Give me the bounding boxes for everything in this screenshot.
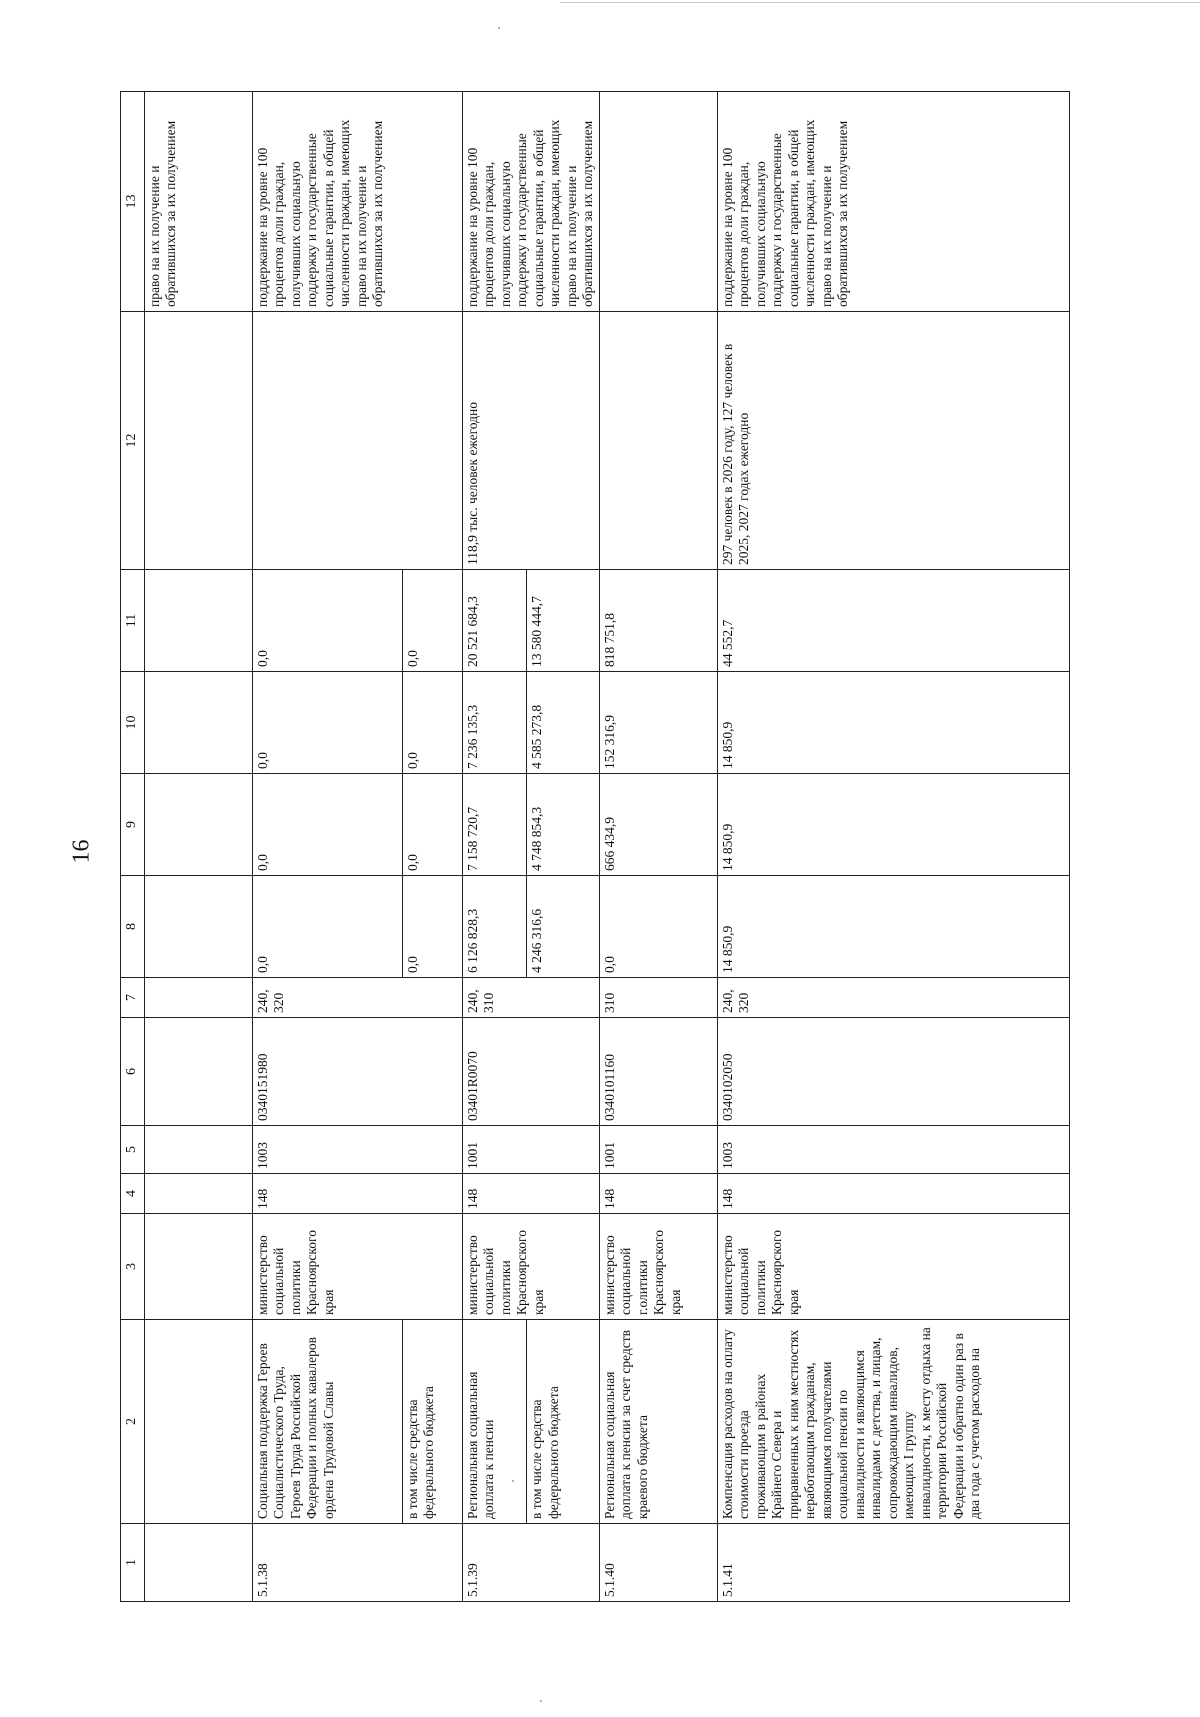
row-c10: 0,0 (252, 672, 402, 774)
row-c4: 148 (717, 1174, 1069, 1214)
col-header-5: 5 (121, 1126, 145, 1174)
col-header-3: 3 (121, 1214, 145, 1320)
row-id: 5.1.39 (462, 1524, 599, 1602)
row-c7: 240, 310 (462, 978, 599, 1018)
row-c7: 240, 320 (717, 978, 1069, 1018)
continuation-cell-13: право на их получение и обратившихся за их получением (144, 92, 252, 312)
row-sub-c11: 0,0 (402, 570, 462, 672)
table-row (717, 92, 1069, 1602)
row-c13: поддержание на уровне 100 процентов доли граждан, получивших социальную поддержку и государственные социальные гарантии, в общей численности граждан, имеющих право на их получение и обратившихся за их получением (462, 92, 599, 312)
row-c10: 152 316,9 (599, 672, 717, 774)
row-sub-name: в том числе средства федерального бюджета (527, 1320, 599, 1524)
row-c5: 1003 (252, 1126, 462, 1174)
col-header-4: 4 (121, 1174, 145, 1214)
row-c7: 240, 320 (252, 978, 462, 1018)
page-number: 16 (68, 839, 95, 864)
continuation-row (144, 92, 252, 1602)
row-c5: 1001 (462, 1126, 599, 1174)
row-c7: 310 (599, 978, 717, 1018)
row-c8: 0,0 (252, 876, 402, 978)
table-row (599, 92, 717, 1602)
budget-table (120, 91, 1070, 1602)
row-c13: поддержание на уровне 100 процентов доли граждан, получивших социальную поддержку и государственные социальные гарантии, в общей численности граждан, имеющих право на их получение и обратившихся за их получением (252, 92, 462, 312)
scan-speck (540, 1700, 542, 1702)
row-c11: 818 751,8 (599, 570, 717, 672)
table-row (252, 92, 402, 1602)
row-c8: 14 850,9 (717, 876, 1069, 978)
row-c9: 666 434,9 (599, 774, 717, 876)
row-sub-c10: 4 585 273,8 (527, 672, 599, 774)
row-c5: 1001 (599, 1126, 717, 1174)
row-c11: 20 521 684,3 (462, 570, 527, 672)
row-c9: 7 158 720,7 (462, 774, 527, 876)
row-name: Региональная социальная доплата к пенсии (462, 1320, 527, 1524)
scan-edge-line (560, 2, 1200, 3)
row-sub-c9: 4 748 854,3 (527, 774, 599, 876)
row-sub-c8: 0,0 (402, 876, 462, 978)
row-c10: 14 850,9 (717, 672, 1069, 774)
col-header-10: 10 (121, 672, 145, 774)
row-c5: 1003 (717, 1126, 1069, 1174)
header-row (121, 92, 145, 1602)
row-c11: 44 552,7 (717, 570, 1069, 672)
row-c12: 118,9 тыс. человек ежегодно (462, 312, 599, 570)
row-c4: 148 (462, 1174, 599, 1214)
row-id: 5.1.38 (252, 1524, 462, 1602)
col-header-13: 13 (121, 92, 145, 312)
row-c13 (599, 92, 717, 312)
row-c6: 0340151980 (252, 1018, 462, 1126)
row-ministry: министерство социальной политики Красноярского края (252, 1214, 462, 1320)
row-c12: 297 человек в 2026 году, 127 человек в 2025, 2027 годах ежегодно (717, 312, 1069, 570)
row-ministry: министерство социальной г.олитики Красноярского края (599, 1214, 717, 1320)
rotated-table-wrapper (120, 92, 1070, 1602)
row-c6: 03401R0070 (462, 1018, 599, 1126)
row-c6: 0340102050 (717, 1018, 1069, 1126)
row-c10: 7 236 135,3 (462, 672, 527, 774)
row-c8: 0,0 (599, 876, 717, 978)
col-header-7: 7 (121, 978, 145, 1018)
row-name: Компенсация расходов на оплату стоимости проезда проживающим в районах Крайнего Севера и приравненных к ним местностях неработающим гражданам, являющимся получателями социальной пенсии по инвалидности и являющимся инвалидами с детства, и лицам, сопровождающим инвалидов, имеющих I группу инвалидности, к месту отдыха на территории Российской Федерации и обратно один раз в два года с учетом расходов на (717, 1320, 1069, 1524)
row-c4: 148 (599, 1174, 717, 1214)
scan-speck (498, 27, 500, 29)
row-c8: 6 126 828,3 (462, 876, 527, 978)
row-c12 (252, 312, 462, 570)
col-header-6: 6 (121, 1018, 145, 1126)
col-header-8: 8 (121, 876, 145, 978)
row-c4: 148 (252, 1174, 462, 1214)
col-header-12: 12 (121, 312, 145, 570)
col-header-11: 11 (121, 570, 145, 672)
row-sub-name: в том числе средства федерального бюджета (402, 1320, 462, 1524)
row-sub-c9: 0,0 (402, 774, 462, 876)
row-c9: 0,0 (252, 774, 402, 876)
row-c6: 0340101160 (599, 1018, 717, 1126)
row-sub-c11: 13 580 444,7 (527, 570, 599, 672)
row-ministry: министерство социальной политики Красноярского края (717, 1214, 1069, 1320)
row-c13: поддержание на уровне 100 процентов доли граждан, получивших социальную поддержку и государственные социальные гарантии, в общей численности граждан, имеющих право на их получение и обратившихся за их получением (717, 92, 1069, 312)
col-header-9: 9 (121, 774, 145, 876)
row-c11: 0,0 (252, 570, 402, 672)
table-row (462, 92, 527, 1602)
row-c9: 14 850,9 (717, 774, 1069, 876)
row-name: Региональная социальная доплата к пенсии за счет средств краевого бюджета (599, 1320, 717, 1524)
col-header-2: 2 (121, 1320, 145, 1524)
row-id: 5.1.40 (599, 1524, 717, 1602)
col-header-1: 1 (121, 1524, 145, 1602)
row-ministry: министерство социальной политики Красноярского края (462, 1214, 599, 1320)
row-sub-c10: 0,0 (402, 672, 462, 774)
row-name: Социальная поддержка Героев Социалистического Труда, Героев Труда Российской Федерации и полных кавалеров ордена Трудовой Славы (252, 1320, 402, 1524)
row-c12 (599, 312, 717, 570)
row-id: 5.1.41 (717, 1524, 1069, 1602)
row-sub-c8: 4 246 316,6 (527, 876, 599, 978)
